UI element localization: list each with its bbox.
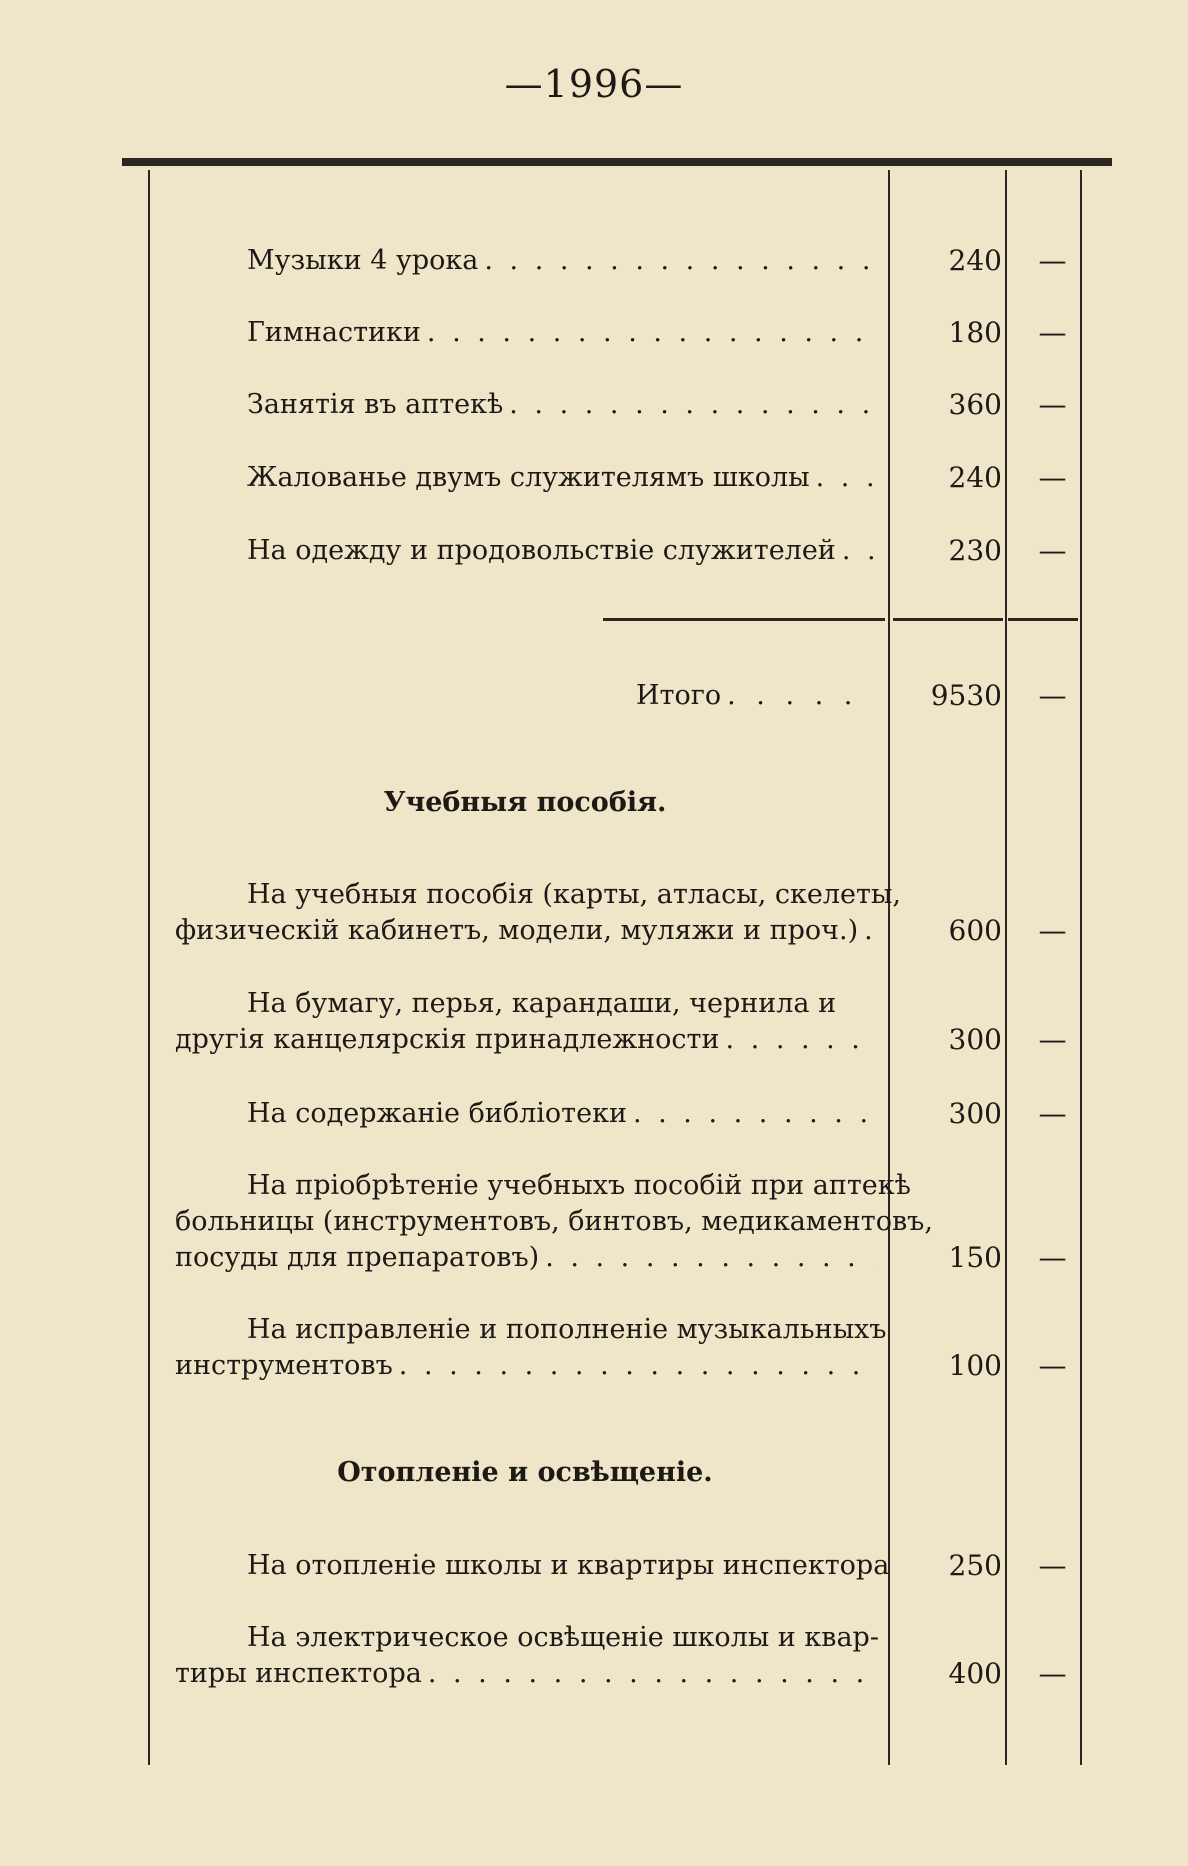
amount-value: 240 (948, 244, 1002, 277)
kopeck-mark: — (1038, 1657, 1067, 1690)
subtotal-rule (893, 618, 1003, 621)
table-right-border (1080, 170, 1082, 1765)
kopeck-mark: — (1038, 914, 1067, 947)
amount-value: 100 (948, 1349, 1002, 1382)
amount-value: 300 (948, 1097, 1002, 1130)
list-item: На бумагу, перья, карандаши, чернила и другія канцелярскія принадлежности . . . (175, 986, 875, 1058)
kopeck-mark: — (1038, 388, 1067, 421)
kopeck-mark: — (1038, 1023, 1067, 1056)
list-item: Музыки 4 урока . . . (175, 243, 875, 279)
table-left-border (148, 170, 150, 1765)
amount-value: 600 (948, 914, 1002, 947)
list-item: На учебныя пособія (карты, атласы, скелеты, физическій кабинетъ, модели, муляжи и проч.) . . . (175, 877, 875, 949)
list-item: На одежду и продовольствіе служителей . . . (175, 533, 875, 569)
subtotal-rule (1008, 618, 1078, 621)
kopeck-mark: — (1038, 1097, 1067, 1130)
kopeck-mark: — (1038, 461, 1067, 494)
list-item: На исправленіе и пополненіе музыкальныхъ инструментовъ . . . (175, 1312, 875, 1384)
list-item: На электрическое освѣщеніе школы и квар- тиры инспектора . . . (175, 1620, 875, 1692)
amount-value: 240 (948, 461, 1002, 494)
subtotal-rule (603, 618, 885, 621)
amount-column-left-border (888, 170, 890, 1765)
list-item: Гимнастики . . . (175, 315, 875, 351)
section-title: Отопленіе и освѣщеніе. (337, 1457, 713, 1488)
total-label: Итого . . . (636, 678, 875, 714)
kopeck-mark: — (1038, 244, 1067, 277)
list-item: Занятія въ аптекѣ . . . (175, 387, 875, 423)
amount-value: 180 (948, 316, 1002, 349)
amount-value: 230 (948, 534, 1002, 567)
amount-value: 150 (948, 1241, 1002, 1274)
amount-column-right-border (1005, 170, 1007, 1765)
top-rule (122, 158, 1112, 166)
kopeck-mark: — (1038, 679, 1067, 712)
kopeck-mark: — (1038, 1349, 1067, 1382)
total-amount: 9530 (930, 679, 1002, 712)
kopeck-mark: — (1038, 534, 1067, 567)
amount-value: 250 (948, 1549, 1002, 1582)
amount-value: 300 (948, 1023, 1002, 1056)
section-title: Учебныя пособія. (383, 787, 667, 818)
list-item: На содержаніе библіотеки . . . (175, 1096, 875, 1132)
amount-value: 400 (948, 1657, 1002, 1690)
list-item: Жалованье двумъ служителямъ школы . . . (175, 460, 875, 496)
amount-value: 360 (948, 388, 1002, 421)
kopeck-mark: — (1038, 1549, 1067, 1582)
page-number: —1996— (504, 62, 684, 106)
kopeck-mark: — (1038, 316, 1067, 349)
kopeck-mark: — (1038, 1241, 1067, 1274)
list-item: На отопленіе школы и квартиры инспектора (247, 1550, 890, 1581)
list-item: На пріобрѣтеніе учебныхъ пособій при аптекѣ больницы (инструментовъ, бинтовъ, медикаментовъ, посуды для препаратовъ) . . . (175, 1168, 875, 1276)
